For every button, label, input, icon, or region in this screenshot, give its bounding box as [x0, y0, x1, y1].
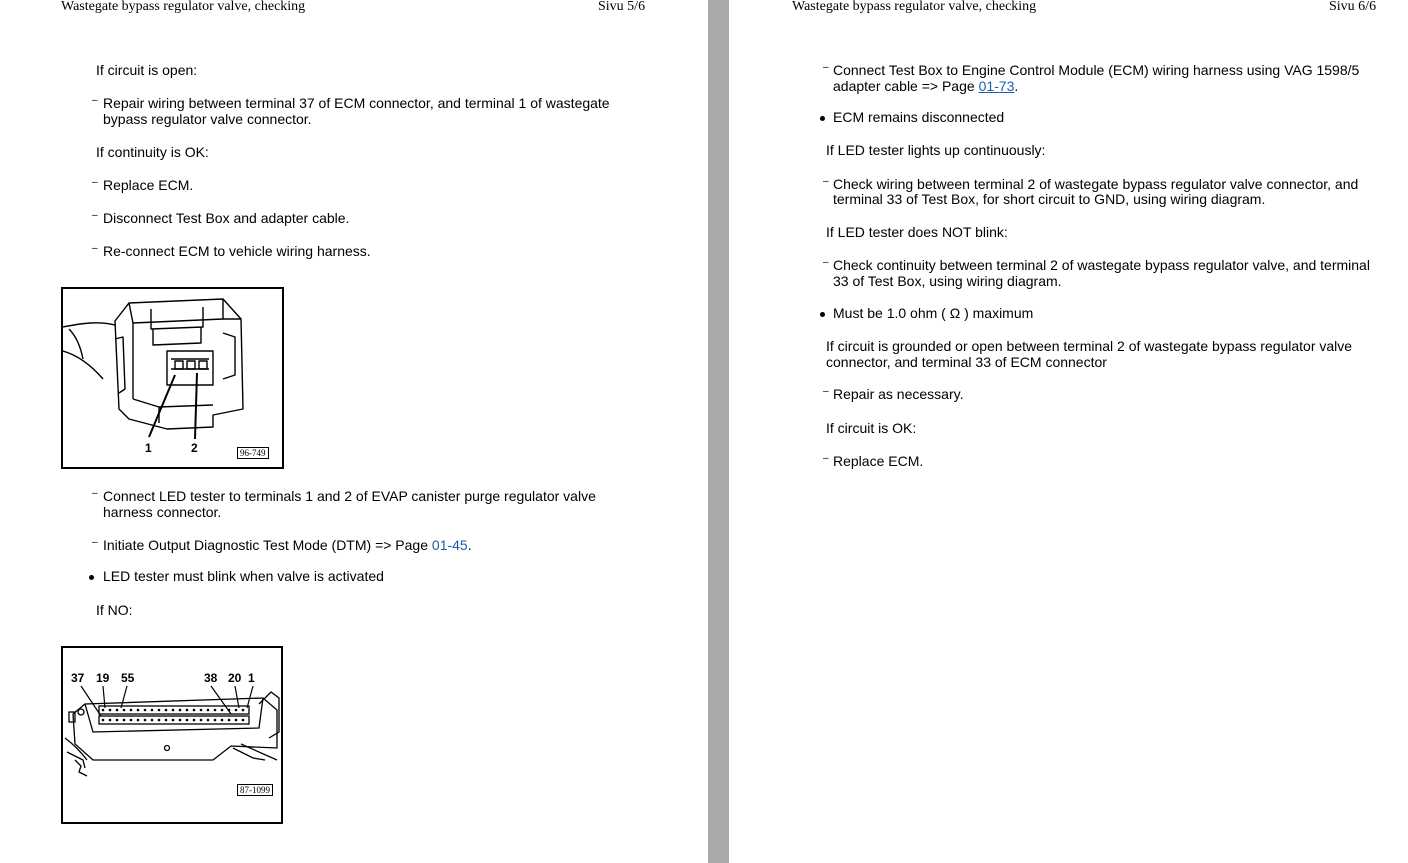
dash-bullet: –	[823, 386, 829, 397]
header-page-number: Sivu 6/6	[1329, 0, 1377, 14]
pin-label: 37	[71, 671, 85, 685]
condition-if-continuity-ok: If continuity is OK:	[96, 144, 209, 160]
document-page-6	[729, 0, 1408, 863]
dash-bullet: –	[92, 177, 98, 188]
step-connect-test-box-line2	[833, 78, 1018, 94]
step-connect-led-line1: Connect LED tester to terminals 1 and 2 of EVAP canister purge regulator valve	[103, 488, 596, 504]
step-check-continuity-line1: Check continuity between terminal 2 of wastegate bypass regulator valve, and terminal	[833, 257, 1370, 273]
step-connect-test-box-line1: Connect Test Box to Engine Control Module (ECM) wiring harness using VAG 1598/5	[833, 62, 1360, 78]
condition-grounded-line2: connector, and terminal 33 of ECM connector	[826, 354, 1107, 370]
note-led-must-blink: LED tester must blink when valve is activated	[103, 568, 384, 584]
pin-label: 55	[121, 671, 135, 685]
step-initiate-dtm	[103, 537, 472, 553]
condition-led-not-blink: If LED tester does NOT blink:	[826, 224, 1008, 240]
dash-bullet: –	[92, 488, 98, 499]
dash-bullet: –	[92, 210, 98, 221]
pin-label: 1	[248, 671, 255, 685]
figure-connector-96-749	[61, 287, 284, 469]
dash-bullet: –	[823, 453, 829, 464]
step-repair-wiring-line2: bypass regulator valve connector.	[103, 111, 312, 127]
step-initiate-suffix: .	[467, 537, 472, 553]
dash-bullet: –	[92, 95, 98, 106]
figure-ecm-connector-87-1099	[61, 646, 283, 824]
page-link-01-73[interactable]: 01-73	[978, 78, 1015, 94]
dash-bullet: –	[823, 176, 829, 187]
page-gutter	[708, 0, 729, 863]
figure-tag: 87-1099	[237, 784, 273, 796]
step-check-wiring-line1: Check wiring between terminal 2 of wastegate bypass regulator valve connector, and	[833, 176, 1359, 192]
note-ecm-disconnected: ECM remains disconnected	[833, 109, 1005, 125]
condition-if-open: If circuit is open:	[96, 62, 198, 78]
pin-label: 38	[204, 671, 218, 685]
step-replace-ecm: Replace ECM.	[833, 453, 924, 469]
step-repair-wiring-line1: Repair wiring between terminal 37 of ECM connector, and terminal 1 of wastegate	[103, 95, 610, 111]
step-connect-suffix: .	[1014, 78, 1019, 94]
connector-illustration	[63, 289, 282, 467]
page-link-01-45[interactable]: 01-45	[431, 537, 468, 553]
figure-tag: 96-749	[237, 447, 269, 459]
step-connect-led-line2: harness connector.	[103, 504, 222, 520]
condition-grounded-line1: If circuit is grounded or open between terminal 2 of wastegate bypass regulator valve	[826, 338, 1353, 354]
header-title: Wastegate bypass regulator valve, checking	[61, 0, 306, 14]
pin-label: 19	[96, 671, 110, 685]
condition-led-continuous: If LED tester lights up continuously:	[826, 142, 1046, 158]
step-check-wiring-line2: terminal 33 of Test Box, for short circuit to GND, using wiring diagram.	[833, 191, 1266, 207]
bullet-dot	[820, 312, 825, 317]
figure-label-1: 1	[145, 441, 152, 455]
bullet-dot	[89, 575, 94, 580]
dash-bullet: –	[92, 243, 98, 254]
condition-circuit-ok: If circuit is OK:	[826, 420, 917, 436]
figure-label-2: 2	[191, 441, 198, 455]
header-page-number: Sivu 5/6	[598, 0, 646, 14]
step-check-continuity-line2: 33 of Test Box, using wiring diagram.	[833, 273, 1062, 289]
step-replace-ecm: Replace ECM.	[103, 177, 194, 193]
header-title: Wastegate bypass regulator valve, checking	[792, 0, 1037, 14]
condition-if-no: If NO:	[96, 602, 133, 618]
step-reconnect-ecm: Re-connect ECM to vehicle wiring harness.	[103, 243, 371, 259]
dash-bullet: –	[823, 257, 829, 268]
step-connect-text: adapter cable => Page	[833, 78, 979, 94]
step-initiate-text: Initiate Output Diagnostic Test Mode (DTM) => Page	[103, 537, 432, 553]
step-disconnect-test-box: Disconnect Test Box and adapter cable.	[103, 210, 350, 226]
dash-bullet: –	[823, 62, 829, 73]
note-max-resistance: Must be 1.0 ohm ( Ω ) maximum	[833, 305, 1034, 321]
bullet-dot	[820, 116, 825, 121]
dash-bullet: –	[92, 537, 98, 548]
step-repair-necessary: Repair as necessary.	[833, 386, 964, 402]
pin-label: 20	[228, 671, 242, 685]
